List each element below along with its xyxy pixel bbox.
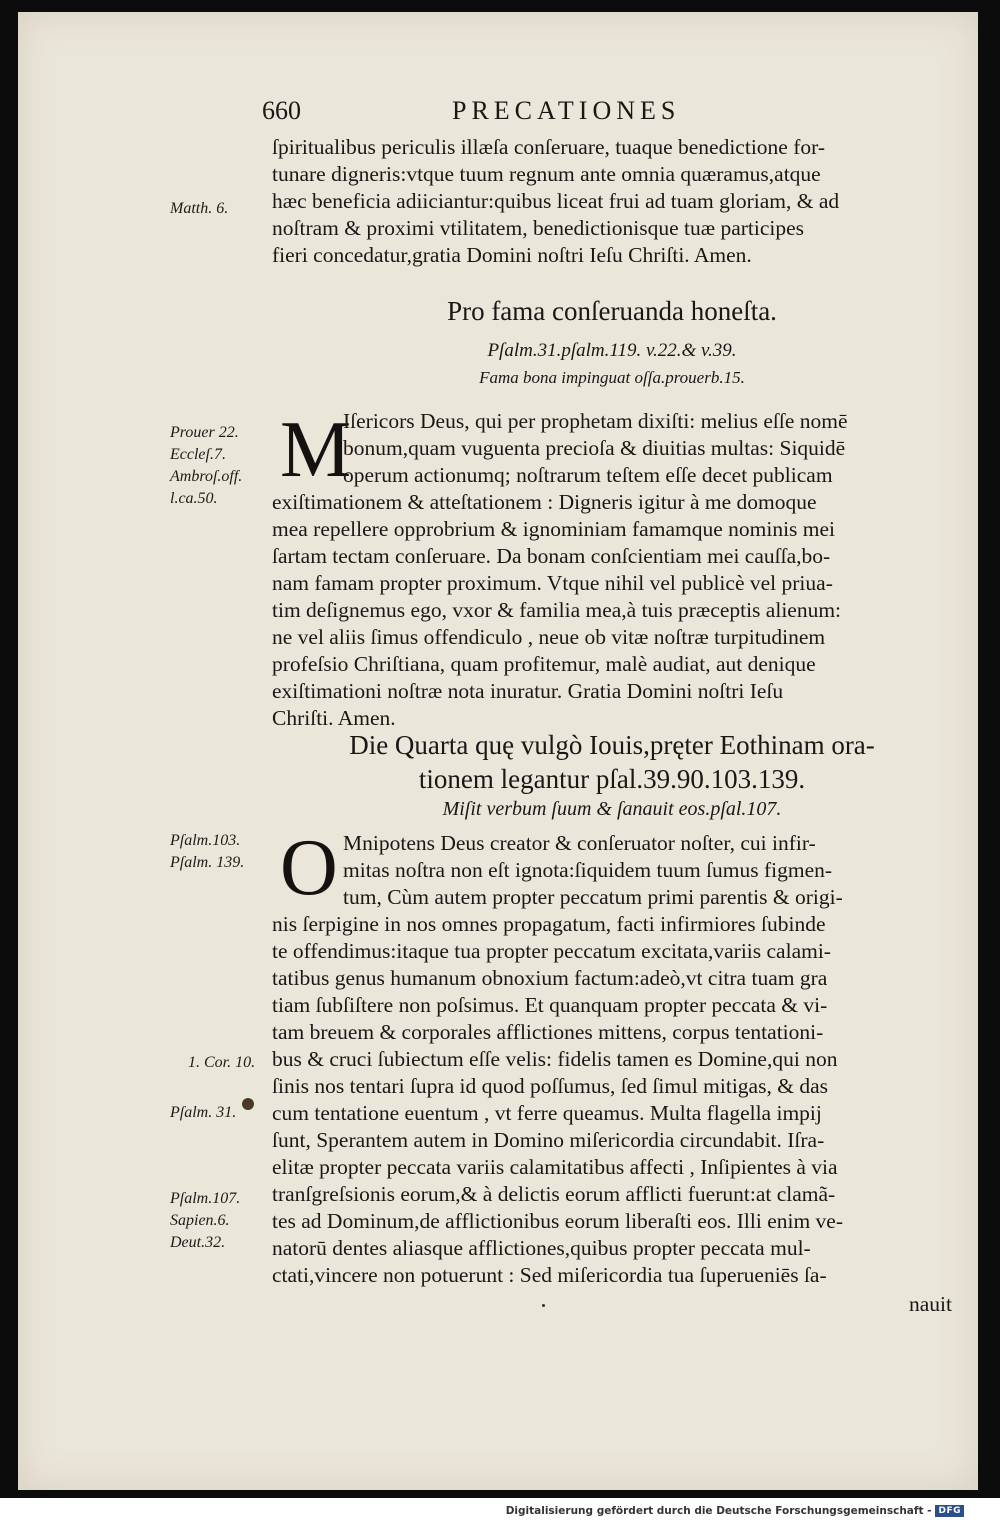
text-line: Mnipotens Deus creator & conſeruator noſter, cui infir- bbox=[343, 831, 816, 855]
scripture-reference: Miſit verbum ſuum & ſanauit eos.pſal.107. bbox=[442, 798, 782, 820]
text-line: ſinis nos tentari ſupra id quod poſſumus, ſed ſimul mitigas, & das bbox=[272, 1074, 828, 1098]
section-heading: Pro fama conſeruanda honeſta. bbox=[447, 296, 777, 326]
margin-note: Eccleſ.7. bbox=[170, 446, 226, 463]
margin-note: l.ca.50. bbox=[170, 490, 218, 507]
text-line: tes ad Dominum,de afflictionibus eorum liberaſti eos. Illi enim ve- bbox=[272, 1209, 844, 1233]
section-heading: Die Quarta quę vulgò Iouis,pręter Eothinam ora- bbox=[349, 730, 875, 760]
dfg-logo: DFG bbox=[935, 1505, 964, 1517]
text-line: ctati,vincere non potuerunt : Sed miſericordia tua ſuperueniēs ſa- bbox=[272, 1263, 827, 1287]
text-line: hæc beneficia adiiciantur:quibus liceat frui ad tuam gloriam, & ad bbox=[272, 189, 840, 213]
book-page bbox=[18, 12, 978, 1490]
text-line: elitæ propter peccata variis calamitatibus affecti , Inſipientes à via bbox=[272, 1155, 838, 1179]
text-line: ſpiritualibus periculis illæſa conſeruare, tuaque benedictione for- bbox=[272, 135, 826, 159]
epigraph: Fama bona impinguat oſſa.prouerb.15. bbox=[479, 368, 745, 387]
text-line: cum tentatione euentum , vt ferre queamus. Multa flagella impij bbox=[272, 1101, 822, 1125]
margin-note: 1. Cor. 10. bbox=[188, 1054, 256, 1071]
text-line: tranſgreſsionis eorum,& à delictis eorum afflicti fuerunt:at clamã- bbox=[272, 1182, 836, 1206]
ink-speck bbox=[542, 1304, 545, 1307]
page-number: 660 bbox=[262, 96, 301, 125]
text-line: nam famam propter proximum. Vtque nihil vel publicè vel priua- bbox=[272, 571, 833, 595]
margin-note: Prouer 22. bbox=[170, 424, 239, 441]
text-line: nis ſerpigine in nos omnes propagatum, facti infirmiores ſubinde bbox=[272, 912, 826, 936]
catchword: nauit bbox=[909, 1292, 952, 1316]
digitization-credit bbox=[506, 1505, 964, 1517]
margin-note: Deut.32. bbox=[170, 1234, 226, 1251]
text-line: exiſtimationi noſtræ nota inuratur. Gratia Domini noſtri Ieſu bbox=[272, 679, 784, 703]
text-line: bonum,quam vuguenta precioſa & diuitias multas: Siquidē bbox=[343, 436, 846, 460]
running-head-title: PRECATIONES bbox=[452, 96, 681, 125]
ink-stain bbox=[242, 1098, 254, 1110]
text-line: ſartam tectam conſeruare. Da bonam conſcientiam mei cauſſa,bo- bbox=[272, 544, 831, 568]
text-line: exiſtimationem & atteſtationem : Digneris igitur à me domoque bbox=[272, 490, 817, 514]
text-line: natorū dentes aliasque afflictiones,quibus propter peccata mul- bbox=[272, 1236, 811, 1260]
scripture-reference: Pſalm.31.pſalm.119. v.22.& v.39. bbox=[487, 340, 737, 361]
margin-note: Pſalm. 139. bbox=[170, 854, 245, 871]
drop-cap: M bbox=[280, 406, 352, 494]
section-heading-continued: tionem legantur pſal.39.90.103.139. bbox=[418, 764, 806, 794]
text-line: tiam ſubſiſtere non poſsimus. Et quanquam propter peccata & vi- bbox=[272, 993, 828, 1017]
text-line: Iſericors Deus, qui per prophetam dixiſti: melius eſſe nomē bbox=[343, 409, 848, 433]
margin-note: Pſalm. 31. bbox=[170, 1104, 237, 1121]
margin-note: Sapien.6. bbox=[170, 1212, 230, 1229]
text-line: mea repellere opprobrium & ignominiam famamque nominis mei bbox=[272, 517, 836, 541]
text-line: ne vel aliis ſimus offendiculo , neue ob vitæ noſtræ turpitudinem bbox=[272, 625, 826, 649]
margin-note: Pſalm.103. bbox=[170, 832, 241, 849]
text-line: tim deſignemus ego, vxor & familia mea,à tuis præceptis alienum: bbox=[272, 598, 842, 622]
text-line: tam breuem & corporales afflictiones mittens, corpus tentationi- bbox=[272, 1020, 824, 1044]
text-line: ſunt, Sperantem autem in Domino miſericordia circundabit. Iſra- bbox=[272, 1128, 825, 1152]
text-line: tatibus genus humanum obnoxium factum:adeò,vt citra tuam gra bbox=[272, 966, 828, 990]
text-line: operum actionumq; noſtrarum teſtem eſſe decet publicam bbox=[343, 463, 833, 487]
credit-text: Digitalisierung gefördert durch die Deutsche Forschungsgemeinschaft - bbox=[505, 1505, 932, 1517]
text-line: fieri concedatur,gratia Domini noſtri Ieſu Chriſti. Amen. bbox=[272, 243, 752, 267]
margin-note: Pſalm.107. bbox=[170, 1190, 241, 1207]
text-line: mitas noſtra non eſt ignota:ſiquidem tuum ſumus figmen- bbox=[343, 858, 833, 882]
text-line: bus & cruci ſubiectum eſſe velis: fidelis tamen es Domine,qui non bbox=[272, 1047, 838, 1071]
margin-note: Matth. 6. bbox=[170, 200, 229, 217]
text-line: noſtram & proximi vtilitatem, benedictionisque tuæ participes bbox=[272, 216, 805, 240]
text-line: tum, Cùm autem propter peccatum primi parentis & origi- bbox=[343, 885, 843, 909]
text-line: te offendimus:itaque tua propter peccatum excitata,variis calami- bbox=[272, 939, 831, 963]
margin-note: Ambroſ.off. bbox=[170, 468, 243, 485]
text-line: tunare digneris:vtque tuum regnum ante omnia quæramus,atque bbox=[272, 162, 821, 186]
drop-cap: O bbox=[280, 824, 338, 912]
running-head bbox=[18, 92, 978, 132]
text-line: profeſsio Chriſtiana, quam profitemur, malè audiat, aut denique bbox=[272, 652, 816, 676]
text-line: Chriſti. Amen. bbox=[272, 706, 396, 730]
